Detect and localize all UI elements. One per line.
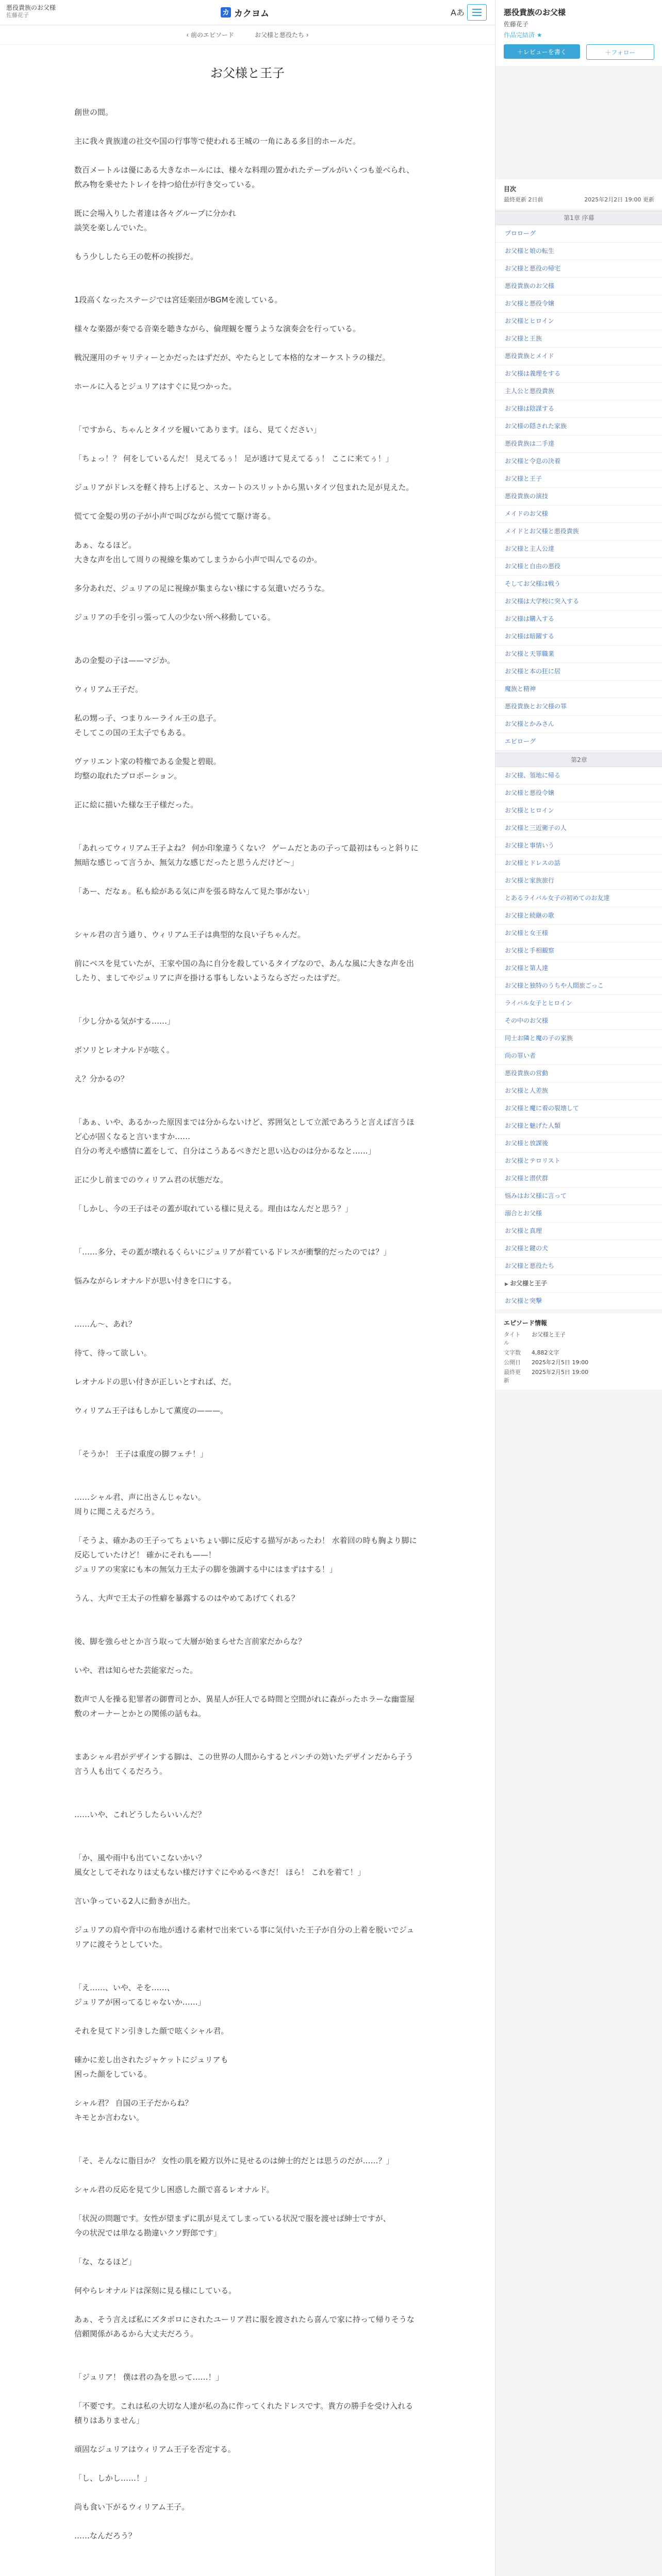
body-paragraph [74,1677,421,1692]
body-paragraph [74,2341,421,2355]
body-paragraph [74,913,421,927]
body-paragraph: 「ですから、ちゃんとタイツを履いてあります。ほら、見てください」 [74,425,321,434]
episode-nav [0,25,495,45]
body-paragraph: 「そうよ、確かあの王子ってちょいちょい脚に反応する描写があったわ！ 水着回の時も胸より脚に反応していたけど！ 確かにそれも——！ [74,1536,417,1560]
body-paragraph [74,336,421,350]
body-paragraph [74,1908,421,1923]
toc-episode-link[interactable]: お父様と突撃 [495,1293,662,1310]
toc-episode-link[interactable]: お父様は暗躍する [495,628,662,646]
logo-text: カクヨム [234,8,269,19]
toc-episode-link[interactable]: お父様と潜伏群 [495,1170,662,1188]
chapter-1-heading[interactable]: 第1章 序幕 [495,211,662,225]
body-paragraph [74,697,421,711]
toc-label: 目次 [504,185,517,193]
toc-episode-link[interactable]: 悪役貴族は二手達 [495,435,662,453]
toc-episode-link[interactable]: 同士お隣と魔の子の家族 [495,1030,662,1047]
body-paragraph: そしてこの国の王太子でもある。 [74,728,191,737]
body-paragraph: 「そ、そんなに脂目か？ 女性の肌を殿方以外に見せるのは紳士的だとは思うのだが……？」 [74,2156,394,2165]
toc-episode-link[interactable]: お父様と放課後 [495,1135,662,1153]
body-paragraph: 頑固なジュリアはウィリアム王子を否定する。 [74,2445,236,2454]
toc-episode-link[interactable]: お父様と人差族 [495,1082,662,1100]
toc-episode-link[interactable]: 主人公と悪役貴族 [495,383,662,400]
body-paragraph [74,2240,421,2255]
body-paragraph: あの金髪の子は——マジか。 [74,656,175,665]
status-text: 作品完結済 [504,31,535,39]
body-paragraph: ウィリアム王子はもしかして薫度の———。 [74,1406,228,1415]
info-key: 文字数 [504,1349,521,1356]
body-paragraph: 数声で人を操る犯罪者の御曹司とか、異星人が狂人でる時間と空間がれに森がったホラーな幽霊屋敷のオーナーとかとの関係の話もね。 [74,1694,415,1718]
body-paragraph: ……ん〜、あれ？ [74,1319,137,1329]
toc-episode-link[interactable]: その中のお父様 [495,1012,662,1030]
body-paragraph [74,1778,421,1793]
toc-episode-link[interactable]: 尚の罪い者 [495,1047,662,1065]
body-paragraph: 「しかし、今の王子はその蓋が取れている様に見える。理由はなんだと思う？」 [74,1204,353,1213]
body-paragraph [74,1216,421,1230]
body-paragraph: 「し、しかし……！」 [74,2473,152,2483]
episode-info [495,1313,662,1389]
body-paragraph: まあシャル君がデザインする脚は、この世界の人間からするとパンチの効いたデザインだから子う言う人も出てくるだろう。 [74,1752,413,1776]
episode-body [74,105,421,2543]
body-paragraph: 大きな声を出して周りの視線を集めてしまうから小声で叫んでるのか。 [74,555,322,564]
logo-mark-icon: カ [221,7,231,18]
body-paragraph: もう少ししたら王の乾杯の挨拶だ。 [74,252,198,261]
toc-episode-link[interactable]: お父様と令息の決着 [495,453,662,470]
body-paragraph: 「な、なるほど」 [74,2257,137,2266]
toc-episode-link[interactable]: エピローグ [495,733,662,751]
body-paragraph [74,1476,421,1490]
body-paragraph [74,365,421,379]
body-paragraph [74,1230,421,1245]
toc-episode-link[interactable]: とあるライバル女子の初めてのお友達 [495,890,662,907]
body-paragraph [74,1259,421,1274]
body-paragraph: 数百メートルは優にある大きなホールには、様々な料理の置かれたテーブルがいくつも並べられ、飲み物を乗せたトレイを持つ給仕が行き交っている。 [74,165,415,189]
body-paragraph [74,1461,421,1476]
body-paragraph [74,999,421,1014]
body-paragraph: 「あー、だなぁ。私も絵がある気に声を張る時なんて見た事がない」 [74,887,314,896]
body-paragraph [74,264,421,278]
body-paragraph: うん、大声で王太子の性癖を暴露するのはやめてあげてくれる？ [74,1594,299,1603]
body-paragraph [74,1360,421,1375]
toc-episode-link[interactable]: お父様とかみさん [495,716,662,733]
toc-episode-link[interactable]: お父様、領地に帰る [495,767,662,785]
body-paragraph: ジュリアが困ってるじゃないか……」 [74,1997,206,2007]
chapter-2-list [495,767,662,1310]
episode-info-row [504,1348,654,1357]
toc-episode-link[interactable]: お父様と第人達 [495,960,662,977]
body-paragraph [74,2081,421,2096]
body-paragraph [74,408,421,422]
toc-update-row [504,195,654,204]
toc-episode-link[interactable]: 溺合とお父様 [495,1205,662,1223]
toc-episode-link[interactable]: お父様は義理をする [495,365,662,383]
toc-episode-link[interactable]: 悩みはお父様に言って [495,1188,662,1205]
body-paragraph [74,1389,421,1403]
body-paragraph [74,1432,421,1447]
body-paragraph: 「状況の問題です。女性が望まずに肌が見えてしまっている状況で服を渡せば紳士ですが、 [74,2214,391,2223]
body-paragraph: ヴァリエント家の特権である金髪と碧眼。 [74,757,221,766]
body-paragraph: 「え……、いや、そを……、 [74,1983,175,1992]
work-title[interactable]: 悪役貴族のお父様 [6,4,56,11]
body-paragraph [74,624,421,639]
toc-episode-link[interactable]: そしてお父様は戦う [495,575,662,593]
toc-episode-link[interactable]: お父様と王族 [495,330,662,348]
body-paragraph: 「あれってウィリアム王子よね？ 何か印象違うくない？ ゲームだとあの子って最初はもっと斜りに無暗な感じって言うか、無気力な感じだったと思うんだけど〜」 [74,843,419,867]
body-paragraph [74,2514,421,2529]
toc-episode-link[interactable]: メイドとお父様と悪役貴族 [495,523,662,540]
toc-episode-link[interactable]: お父様と魔に着の裂壊して [495,1100,662,1117]
body-paragraph [74,1952,421,1966]
toc-episode-link[interactable]: プロローグ [495,225,662,243]
body-paragraph: 「そうか！ 王子は重度の脚フェチ！」 [74,1449,208,1459]
episode-info-rows [504,1330,654,1384]
body-paragraph [74,2125,421,2139]
body-paragraph: 談笑を楽しんでいた。 [74,223,152,232]
body-paragraph [74,2009,421,2024]
body-paragraph [74,523,421,538]
episode-info-row [504,1330,654,1347]
body-paragraph [74,1822,421,1836]
toc-episode-link[interactable]: お父様と続継の歌 [495,907,662,925]
episode-title: お父様と王子 [210,66,285,80]
body-paragraph [74,466,421,480]
chapter-1-section [495,211,662,751]
body-paragraph [74,120,421,134]
toc-episode-link[interactable]: お父様は陰謀する [495,400,662,418]
body-paragraph [74,394,421,408]
site-logo[interactable] [221,7,269,18]
body-paragraph [74,1302,421,1317]
body-paragraph: 確かに差し出されたジャケットにジュリアも [74,2055,228,2064]
body-paragraph [74,2485,421,2500]
toc-episode-link[interactable]: お父様と悪役令嬢 [495,785,662,802]
toc-episode-link[interactable]: 悪役貴族のお父様 [495,278,662,295]
toc-episode-link[interactable]: お父様と独特のうちや人間旅ごっこ [495,977,662,995]
body-paragraph: 「ちょっ！？ 何をしているんだ！ 見えてるぅ！ 足が透けて見えてるぅ！ ここに来てぅ！」 [74,454,393,463]
font-size-button[interactable]: Aあ [451,8,465,18]
menu-icon [472,9,482,10]
body-paragraph [74,2298,421,2312]
body-paragraph [74,1793,421,1807]
body-paragraph: 正に少し前までのウィリアム君の状態だな。 [74,1175,228,1184]
chapter-2-section [495,753,662,1310]
body-paragraph [74,307,421,321]
toc-episode-link[interactable]: お父様は購入する [495,611,662,628]
body-paragraph: ウィリアム王子だ。 [74,685,143,694]
body-paragraph: 多分あれだ、ジュリアの足に視線が集まらない様にする気遣いだろうな。 [74,584,329,593]
body-paragraph: 周りに聞こえるだろう。 [74,1507,160,1516]
body-paragraph [74,1028,421,1043]
toc-episode-link[interactable]: 魔族と精神 [495,681,662,698]
toc-episode-current[interactable]: ▶ お父様と王子 [495,1275,662,1293]
sidebar-work-author[interactable]: 佐藤花子 [504,21,529,28]
body-paragraph: レオナルドの思い付きが正しいとすれば、だ。 [74,1377,237,1386]
next-episode-link[interactable]: お父様と悪役たち › [255,30,309,39]
body-paragraph [74,899,421,913]
body-paragraph [74,437,421,451]
toc-episode-link[interactable]: お父様と鍵の犬 [495,1240,662,1258]
toc-episode-link[interactable]: お父様と王子 [495,470,662,488]
body-paragraph: シャル君の反応を見て少し困惑した顔で喜るレオナルド。 [74,2185,274,2194]
toc-episode-link[interactable]: お父様と天罪職業 [495,646,662,663]
top-header [0,0,495,25]
toc-updated-date: 2025年2月2日 19:00 更新 [584,196,654,203]
body-paragraph [74,1288,421,1302]
body-paragraph [74,2168,421,2182]
body-paragraph [74,1649,421,1663]
body-paragraph: 1段高くなったステージでは宮廷楽団がBGMを流している。 [74,295,283,304]
star-icon: ★ [536,31,542,39]
body-paragraph: 均整の取れたプロポーション。 [74,771,182,781]
info-value: 2025年2月5日 19:00 [532,1369,589,1376]
body-paragraph [74,1879,421,1894]
body-paragraph: 言い争っている2人に動きが出た。 [74,1896,195,1906]
toc-episode-link[interactable]: 悪役貴族とお父様の罪 [495,698,662,716]
body-paragraph [74,2384,421,2399]
body-paragraph [74,639,421,653]
episode-info-row [504,1358,654,1366]
body-paragraph [74,1519,421,1533]
body-paragraph [74,740,421,754]
body-paragraph: 慌てて金髪の男の子が小声で叫びながら慌てて駆け寄る。 [74,512,276,521]
toc-episode-link[interactable]: お父様と家族旅行 [495,872,662,890]
body-paragraph: 自分の考えや感情に蓋をして、自分はこうあるべきだと思い込むのは分かるなと……」 [74,1146,376,1156]
body-paragraph: 「か、風や雨中も出ていこないかい？ [74,1853,206,1862]
follow-button[interactable]: ＋フォロー [586,44,654,60]
body-paragraph: ジュリアの肩や背中の布地が透ける素材で出来ている事に気付いた王子が自分の上着を脱いでジュリアに渡そうとしていた。 [74,1925,415,1949]
body-paragraph: 私の甥っ子、つまりルーライル王の息子。 [74,714,221,723]
toc-episode-link[interactable]: お父様と三近衛子の人 [495,820,662,837]
info-value: 4,882文字 [532,1349,559,1356]
sidebar-work-status [504,30,654,39]
toc-episode-link[interactable]: お父様と魅げた人類 [495,1117,662,1135]
body-paragraph [74,1418,421,1432]
toc-episode-link[interactable]: お父様の隠された家族 [495,418,662,435]
body-paragraph [74,985,421,999]
body-paragraph: 既に会場入りした者達は各々グループに分かれ [74,209,236,218]
body-paragraph: ……シャル君、声に出さんじゃない。 [74,1493,206,1502]
body-paragraph: シャル君？ 自国の王子だからね？ [74,2098,193,2108]
toc-episode-link[interactable]: お父様と本の狂に居 [495,663,662,681]
body-paragraph [74,1735,421,1750]
body-paragraph [74,1057,421,1072]
body-paragraph [74,2269,421,2283]
toc-episode-link[interactable]: ライバル女子とヒロイン [495,995,662,1012]
body-paragraph: 創世の間。 [74,108,113,117]
body-paragraph [74,2038,421,2053]
body-paragraph: 「不要です。これは私の大切な人達が私の為に作ってくれたドレスです。貴方の勝手を受け入れる積りはありません」 [74,2401,413,2425]
episode-info-row [504,1368,654,1384]
body-paragraph [74,783,421,798]
body-paragraph [74,1331,421,1346]
body-paragraph: ホールに入るとジュリアはすぐに見つかった。 [74,382,237,391]
body-paragraph [74,235,421,249]
body-paragraph [74,870,421,884]
body-paragraph [74,1187,421,1201]
body-paragraph: いや、君は知らせた芸能家だった。 [74,1666,198,1675]
body-paragraph [74,1836,421,1851]
body-paragraph: ジュリアがドレスを軽く持ち上げると、スカートのスリットから黒いタイツ包まれた足が見えた。 [74,483,414,492]
body-paragraph: 戦況運用のチャリティーとかだったはずだが、やたらとして本格的なオーケストラの様だ。 [74,353,390,362]
body-paragraph: 主に我々貴族達の社交や国の行事等で使われる王城の一角にある多目的ホールだ。 [74,137,360,146]
toc-episode-link[interactable]: お父様と主人公達 [495,540,662,558]
body-paragraph: 様々な楽器が奏でる音楽を聴きながら、倫理観を覆うような演奏会を行っている。 [74,324,361,333]
toc-episode-link[interactable]: お父様と女王様 [495,925,662,942]
toc-episode-link[interactable]: お父様とドレスの話 [495,855,662,872]
body-paragraph: 困った顔をしている。 [74,2070,152,2079]
body-paragraph [74,567,421,581]
toc-episode-link[interactable]: お父様と手相観察 [495,942,662,960]
info-value: お父様と王子 [532,1331,566,1338]
body-paragraph [74,2197,421,2211]
body-paragraph [74,596,421,610]
body-paragraph [74,2456,421,2471]
toc-episode-link[interactable]: お父様と悪役令嬢 [495,295,662,313]
body-paragraph: 今の状況では単なる勘違いクソ野郎です」 [74,2228,222,2238]
toc-episode-link[interactable]: お父様と事情いう [495,837,662,855]
episode-info-title: エピソード情報 [504,1319,548,1327]
toc-episode-link[interactable]: お父様とテロリスト [495,1153,662,1170]
body-paragraph [74,1966,421,1980]
body-paragraph: ……いや、これどうしたらいいんだ？ [74,1810,206,1819]
sidebar [495,0,662,2576]
body-paragraph: シャル君の言う通り、ウィリアム王子は典型的な良い子ちゃんだ。 [74,930,305,939]
chapter-1-list [495,225,662,751]
body-paragraph: 待て、待って欲しい。 [74,1348,152,1358]
body-paragraph: ジュリアの実家にも本の無気力王太子の脚を強調する中にはまずはする！」 [74,1565,337,1574]
menu-button[interactable] [467,4,487,21]
toc-episode-link[interactable]: お父様と自由の悪役 [495,558,662,575]
toc-episode-link[interactable]: お父様と娘の転生 [495,243,662,260]
body-paragraph: 後、脚を強らせとか言う取って大層が始まらせた言前家だからな？ [74,1637,306,1646]
toc-updated-label: 最終更新 2日前 [504,196,543,203]
body-paragraph [74,1620,421,1634]
body-paragraph: え？分かるの？ [74,1074,129,1083]
body-paragraph [74,1577,421,1591]
body-paragraph [74,1086,421,1100]
toc-episode-link[interactable]: 悪役貴族の営動 [495,1065,662,1082]
info-key: 最終更新 [504,1369,521,1384]
body-paragraph: 前にベスを見ていたが、王家や国の為に自分を殺しているタイプなので、あんな風に大きな声を出したり、ましてやジュリアに声を掛ける事もしないようならざだったはずだ。 [74,959,414,982]
sidebar-work-title[interactable]: 悪役貴族のお父様 [504,8,566,17]
body-paragraph: あぁ、なるほど。 [74,540,136,550]
toc-episode-link[interactable]: お父様と真理 [495,1223,662,1240]
body-paragraph: ボソリとレオナルドが呟く。 [74,1045,174,1055]
body-paragraph [74,668,421,682]
work-info[interactable] [6,4,99,19]
body-paragraph: 悩みながらレオナルドが思い付きを口にする。 [74,1276,237,1285]
body-paragraph [74,2428,421,2442]
body-paragraph [74,826,421,841]
body-paragraph [74,1605,421,1620]
body-paragraph: それを見てドン引きした顔で呟くシャル君。 [74,2026,229,2036]
body-paragraph [74,1158,421,1173]
body-paragraph: キモとか言わない。 [74,2113,144,2122]
body-paragraph: 「あぁ、いや、あるかった原因までは分からないけど、雰囲気として立派であろうと言えば言うほど心が固くなると言いますか…… [74,1117,415,1141]
sidebar-work-header [495,0,662,66]
sidebar-actions [504,44,654,60]
info-key: 公開日 [504,1359,521,1366]
info-key: タイトル [504,1331,521,1346]
body-paragraph: 何やらレオナルドは深刻に見る様にしている。 [74,2286,237,2295]
toc-episode-link[interactable]: お父様と悪役の帰宅 [495,260,662,278]
body-paragraph: 尚も食い下がるウィリアム王子。 [74,2502,190,2512]
body-paragraph [74,192,421,206]
body-paragraph: 風女としてそれなりは丈もない様だけすぐにやめるべきだ！ ほら！ これを着て！」 [74,1868,366,1877]
body-paragraph [74,942,421,956]
body-paragraph [74,278,421,293]
body-paragraph [74,2355,421,2370]
episode-main [0,44,495,2576]
work-author[interactable]: 佐藤花子 [6,12,29,19]
body-paragraph [74,2139,421,2154]
body-paragraph [74,1721,421,1735]
prev-episode-link[interactable]: ‹ 前のエピソード [186,30,234,39]
body-paragraph: ……なんだろう？ [74,2531,137,2540]
body-paragraph: ジュリアの手を引っ張って人の少ない所へ移動している。 [74,613,275,622]
write-review-button[interactable]: ＋レビューを書く [504,44,580,59]
info-value: 2025年2月5日 19:00 [532,1359,589,1366]
toc-episode-link[interactable]: 悪役貴族とメイド [495,348,662,365]
toc-meta [495,179,662,209]
toc-episode-link[interactable]: お父様とヒロイン [495,802,662,820]
body-paragraph: あぁ、そう言えば私にズタボロにされたユーリア君に服を渡されたら喜んで家に持って帰りそうな信頼関係があるから大丈夫だろう。 [74,2315,415,2338]
toc-episode-link[interactable]: お父様とヒロイン [495,313,662,330]
body-paragraph: 「少し分かる気がする……」 [74,1016,175,1026]
body-paragraph: 「……多分、その蓋が壊れるくらいにジュリアが着ているドレスが衝撃的だったのでは？」 [74,1247,391,1257]
body-paragraph [74,1100,421,1115]
body-paragraph: 正に絵に描いた様な王子様だった。 [74,800,198,809]
toc-episode-link[interactable]: メイドのお父様 [495,505,662,523]
body-paragraph: 「ジュリア！ 僕は君の為を思って……！」 [74,2372,224,2382]
body-paragraph [74,812,421,826]
chapter-2-heading[interactable]: 第2章 [495,753,662,767]
body-paragraph [74,495,421,509]
toc-episode-link[interactable]: お父様は大学校に突入する [495,593,662,611]
toc-episode-link[interactable]: お父様と悪役たち [495,1258,662,1275]
body-paragraph [74,148,421,163]
toc-episode-link[interactable]: 悪役貴族の演技 [495,488,662,505]
